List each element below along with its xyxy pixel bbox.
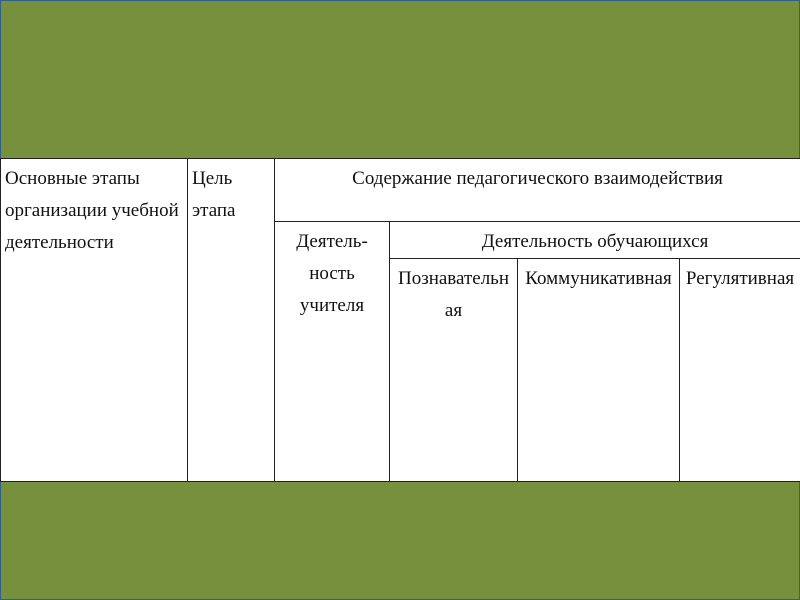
header-students-activity: Деятельность обучающихся — [390, 222, 800, 259]
header-cognitive: Познавательная — [390, 259, 518, 482]
header-goal: Цель этапа — [188, 159, 275, 482]
stages-table — [0, 158, 800, 482]
header-content: Содержание педагогического взаимодействия — [275, 159, 800, 222]
header-communicative: Коммуникативная — [518, 259, 680, 482]
header-regulatory: Регулятивная — [680, 259, 800, 482]
header-stages: Основные этапы организации учебной деятельности — [1, 159, 188, 482]
header-teacher-activity: Деятель-ность учителя — [275, 222, 390, 482]
